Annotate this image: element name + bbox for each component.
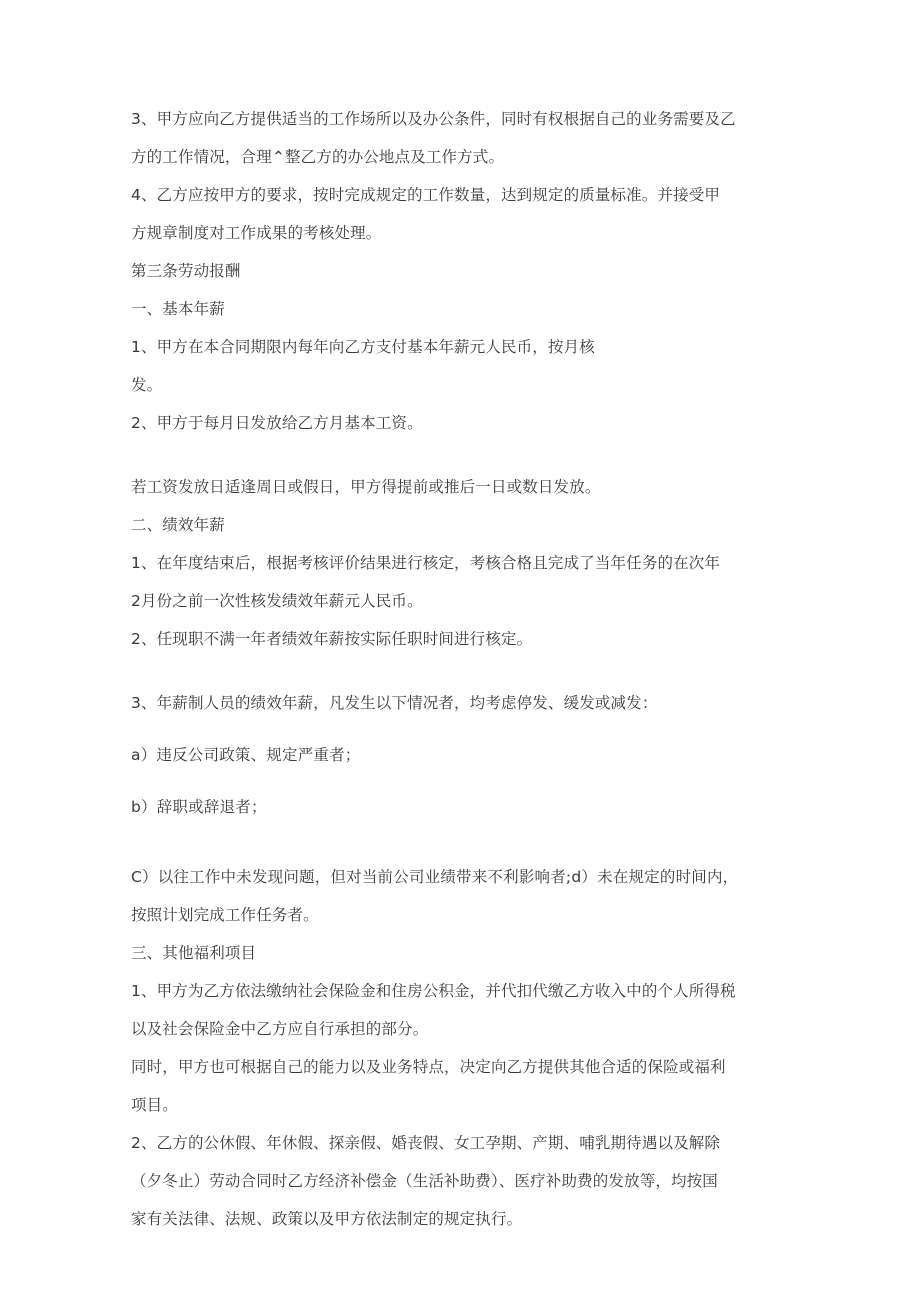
paragraph-line: 同时，甲方也可根据自己的能力以及业务特点，决定向乙方提供其他合适的保险或福利	[131, 1058, 726, 1076]
paragraph-line: 以及社会保险金中乙方应自行承担的部分。	[131, 1020, 429, 1038]
section-heading: 二、绩效年薪	[131, 516, 225, 534]
section-heading: 一、基本年薪	[131, 300, 225, 318]
paragraph-line: 2月份之前一次性核发绩效年薪元人民币。	[131, 592, 423, 610]
paragraph-line: 2、任现职不满一年者绩效年薪按实际任职时间进行核定。	[131, 630, 533, 648]
paragraph-line: 2、甲方于每月日发放给乙方月基本工资。	[131, 414, 423, 432]
paragraph-line: 家有关法律、法规、政策以及甲方依法制定的规定执行。	[131, 1210, 523, 1228]
list-item-b: b）辞职或辞退者；	[131, 798, 267, 816]
section-heading: 三、其他福利项目	[131, 944, 257, 962]
document-text-body	[131, 100, 793, 1238]
list-item-a: a）违反公司政策、规定严重者；	[131, 746, 361, 764]
paragraph-line: 发。	[131, 376, 163, 394]
paragraph-gap	[131, 722, 793, 736]
paragraph-line: （夕冬止）劳动合同时乙方经济补偿金（生活补助费）、医疗补助费的发放等，均按国	[131, 1172, 718, 1190]
paragraph-line: 若工资发放日适逢周日或假日，甲方得提前或推后一日或数日发放。	[131, 478, 601, 496]
paragraph-line: 按照计划完成工作任务者。	[131, 906, 319, 924]
list-item-c: C）以往工作中未发现问题，但对当前公司业绩带来不利影响者;d）未在规定的时间内，	[131, 868, 739, 886]
paragraph-line: 3、年薪制人员的绩效年薪，凡发生以下情况者，均考虑停发、缓发或减发：	[131, 694, 658, 712]
paragraph-line: 1、甲方为乙方依法缴纳社会保险金和住房公积金，并代扣代缴乙方收入中的个人所得税	[131, 982, 736, 1000]
paragraph-line: 1、甲方在本合同期限内每年向乙方支付基本年薪元人民币，按月核	[131, 338, 595, 356]
article-heading: 第三条劳动报酬	[131, 262, 241, 280]
paragraph-line: 1、在年度结束后，根据考核评价结果进行核定，考核合格且完成了当年任务的在次年	[131, 554, 721, 572]
paragraph-gap	[131, 826, 793, 858]
paragraph-line: 2、乙方的公休假、年休假、探亲假、婚丧假、女工孕期、产期、哺乳期待遇以及解除	[131, 1134, 721, 1152]
paragraph-gap	[131, 774, 793, 788]
paragraph-line: 项目。	[131, 1096, 178, 1114]
paragraph-gap	[131, 442, 793, 468]
paragraph-gap	[131, 658, 793, 684]
paragraph-line: 4、乙方应按甲方的要求，按时完成规定的工作数量，达到规定的质量标准。并接受甲	[131, 186, 721, 204]
paragraph-line: 方规章制度对工作成果的考核处理。	[131, 224, 382, 242]
paragraph-line: 方的工作情况，合理⌃整乙方的办公地点及工作方式。	[131, 148, 505, 166]
paragraph-line: 3、甲方应向乙方提供适当的工作场所以及办公条件，同时有权根据自己的业务需要及乙	[131, 110, 736, 128]
